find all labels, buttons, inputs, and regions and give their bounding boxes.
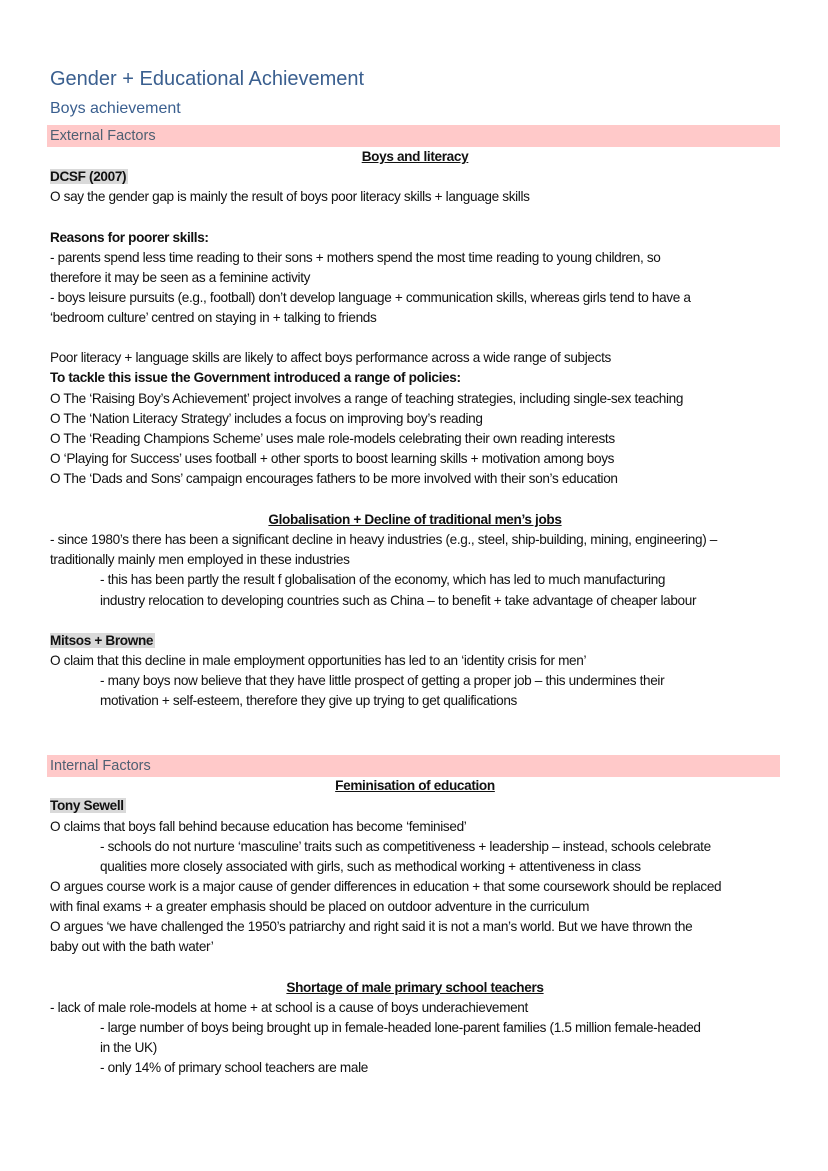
mitsos-indented: - many boys now believe that they have little prospect of getting a proper job – this undermines their bbox=[100, 673, 665, 688]
document-title: Gender + Educational Achievement bbox=[50, 68, 365, 90]
document-subtitle: Boys achievement bbox=[50, 100, 181, 117]
reason-line: ‘bedroom culture’ centred on staying in + talking to friends bbox=[50, 310, 377, 325]
shortage-indented: - large number of boys being brought up in female-headed lone-parent families (1.5 million female-headed bbox=[100, 1020, 701, 1035]
policy-item: O ‘Playing for Success’ uses football + other sports to boost learning skills + motivation among boys bbox=[50, 451, 615, 466]
reason-line: therefore it may be seen as a feminine activity bbox=[50, 270, 311, 285]
globalisation-indented: - this has been partly the result f globalisation of the economy, which has led to much manufacturing bbox=[100, 572, 666, 587]
shortage-heading: Shortage of male primary school teachers bbox=[286, 980, 544, 995]
sewell-source-label: Tony Sewell bbox=[50, 798, 124, 813]
policy-item: O The ‘Raising Boy’s Achievement’ project involves a range of teaching strategies, including single-sex teaching bbox=[50, 391, 684, 406]
shortage-indented: in the UK) bbox=[100, 1040, 157, 1055]
feminisation-heading: Feminisation of education bbox=[335, 778, 495, 793]
sewell-source bbox=[50, 796, 126, 816]
shortage-indented: - only 14% of primary school teachers are male bbox=[100, 1060, 368, 1075]
policies-heading: To tackle this issue the Government introduced a range of policies: bbox=[50, 370, 461, 385]
sewell-indented: - schools do not nurture ‘masculine’ traits such as competitiveness + leadership – instead, schools celebrate bbox=[100, 839, 711, 854]
globalisation-heading: Globalisation + Decline of traditional men’s jobs bbox=[268, 512, 562, 527]
sewell-claim: O claims that boys fall behind because education has become ‘feminised’ bbox=[50, 819, 467, 834]
mitsos-claim: O claim that this decline in male employment opportunities has led to an ‘identity crisis for men’ bbox=[50, 653, 587, 668]
internal-factors-band: Internal Factors bbox=[47, 755, 780, 777]
sewell-argument: baby out with the bath water’ bbox=[50, 939, 214, 954]
policy-item: O The ‘Reading Champions Scheme’ uses male role-models celebrating their own reading interests bbox=[50, 431, 615, 446]
sewell-argument: with final exams + a greater emphasis should be placed on outdoor adventure in the curriculum bbox=[50, 899, 590, 914]
globalisation-line: - since 1980’s there has been a significant decline in heavy industries (e.g., steel, ship-building, mining, engineering) – bbox=[50, 532, 718, 547]
dcsf-claim: O say the gender gap is mainly the result of boys poor literacy skills + language skills bbox=[50, 189, 530, 204]
globalisation-line: traditionally mainly men employed in these industries bbox=[50, 552, 350, 567]
external-factors-band: External Factors bbox=[47, 125, 780, 147]
shortage-line: - lack of male role-models at home + at school is a cause of boys underachievement bbox=[50, 1000, 528, 1015]
boys-literacy-heading: Boys and literacy bbox=[361, 149, 469, 164]
mitsos-indented: motivation + self-esteem, therefore they give up trying to get qualifications bbox=[100, 693, 517, 708]
policy-item: O The ‘Nation Literacy Strategy’ includes a focus on improving boy’s reading bbox=[50, 411, 483, 426]
dcsf-source-label: DCSF (2007) bbox=[50, 169, 127, 184]
sewell-argument: O argues course work is a major cause of gender differences in education + that some coursework should be replaced bbox=[50, 879, 722, 894]
sewell-argument: O argues ‘we have challenged the 1950’s patriarchy and right said it is not a man’s world. But we have thrown the bbox=[50, 919, 693, 934]
reason-line: - parents spend less time reading to their sons + mothers spend the most time reading to young children, so bbox=[50, 250, 661, 265]
reasons-heading: Reasons for poorer skills: bbox=[50, 230, 209, 245]
mitsos-source-label: Mitsos + Browne bbox=[50, 633, 154, 648]
policy-item: O The ‘Dads and Sons’ campaign encourages fathers to be more involved with their son’s education bbox=[50, 471, 618, 486]
reason-line: - boys leisure pursuits (e.g., football) don’t develop language + communication skills, whereas girls tend to have a bbox=[50, 290, 691, 305]
mitsos-source bbox=[50, 631, 155, 651]
globalisation-indented: industry relocation to developing countries such as China – to benefit + take advantage of cheaper labour bbox=[100, 593, 697, 608]
dcsf-source bbox=[50, 167, 128, 187]
sewell-indented: qualities more closely associated with girls, such as methodical working + attentiveness in class bbox=[100, 859, 641, 874]
literacy-effect: Poor literacy + language skills are likely to affect boys performance across a wide range of subjects bbox=[50, 350, 611, 365]
